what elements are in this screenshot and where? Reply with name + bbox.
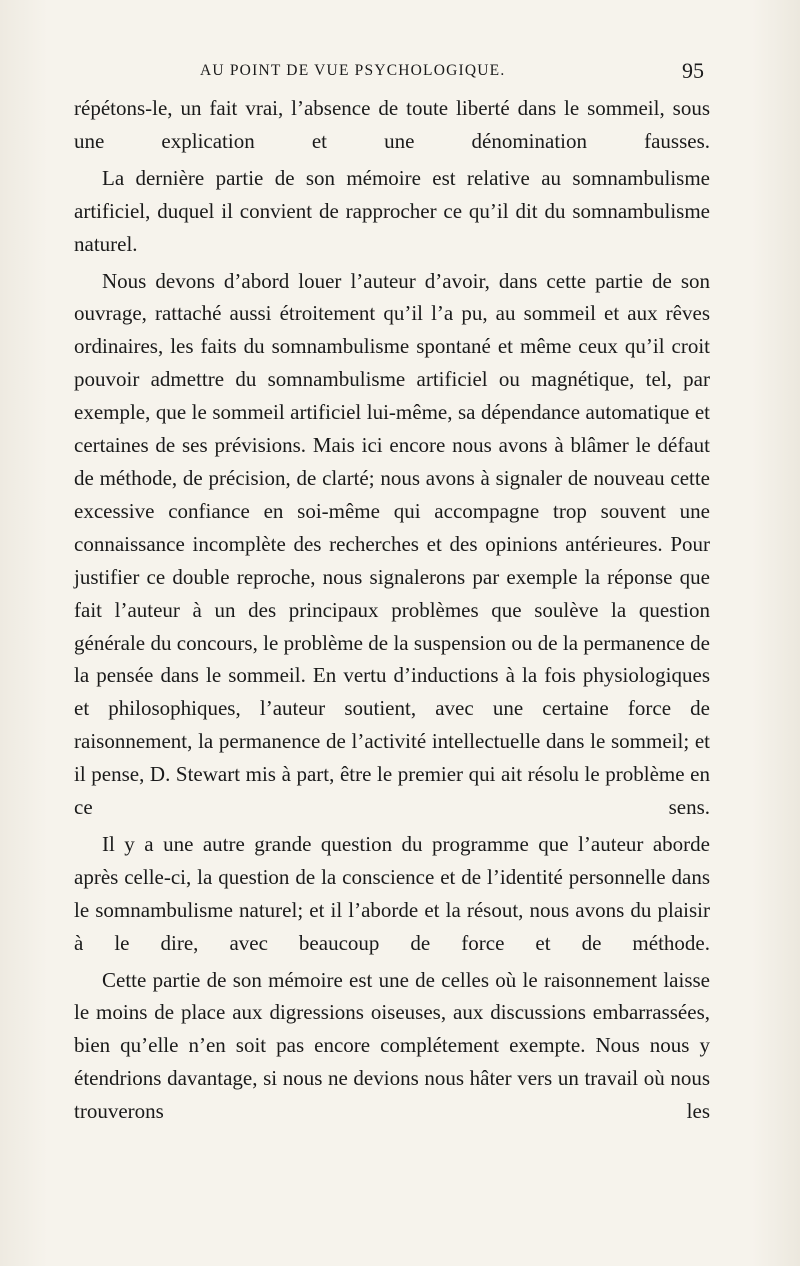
- running-head: [74, 60, 710, 84]
- paragraph-memoir-reasoning: Cette partie de son mémoire est une de celles où le raisonnement laisse le moins de place aux digressions oiseuses, aux discussions embarrassées, bien qu’elle n’en soit pas encore complétement exempte. Nous nous y étendrions davantage, si nous ne devions nous hâter vers un travail où nous trouverons les: [74, 967, 710, 1124]
- paragraph-praise-and-critique: Nous devons d’abord louer l’auteur d’avoir, dans cette partie de son ouvrage, rattaché aussi étroitement qu’il l’a pu, au sommeil et aux rêves ordinaires, les faits du somnambulisme spontané et même ceux qu’il croit pouvoir admettre du somnambulisme artificiel ou magnétique, tel, par exemple, que le sommeil artificiel lui-même, sa dépendance automatique et certaines de ses prévisions. Mais ici encore nous avons à blâmer le défaut de méthode, de précision, de clarté; nous avons à signaler de nouveau cette excessive confiance en soi-même qui accompagne trop souvent une connaissance incomplète des recherches et des opinions antérieures. Pour justifier ce double reproche, nous signalerons par exemple la réponse que fait l’auteur à un des principaux problèmes que soulève la question générale du concours, le problème de la suspension ou de la permanence de la pensée dans le sommeil. En vertu d’inductions à la fois physiologiques et philosophiques, l’auteur soutient, avec une certaine force de raisonnement, la permanence de l’activité intellectuelle dans le sommeil; et il pense, D. Stewart mis à part, être le premier qui ait résolu le problème en ce sens.: [74, 268, 710, 820]
- paragraph-continuation: répétons-le, un fait vrai, l’absence de toute liberté dans le sommeil, sous une explication et une dénomination fausses.: [74, 96, 710, 153]
- running-title: AU POINT DE VUE PSYCHOLOGIQUE.: [200, 62, 506, 79]
- paragraph-artificial-somnambulism: La dernière partie de son mémoire est relative au somnambulisme artificiel, duquel il convient de rapprocher ce qu’il dit du somnambulisme naturel.: [74, 165, 710, 256]
- body-text: [74, 92, 710, 1128]
- page-number: 95: [682, 58, 704, 83]
- paragraph-conscience-identity: Il y a une autre grande question du programme que l’auteur aborde après celle-ci, la question de la conscience et de l’identité personnelle dans le somnambulisme naturel; et il l’aborde et la résout, nous avons du plaisir à le dire, avec beaucoup de force et de méthode.: [74, 831, 710, 955]
